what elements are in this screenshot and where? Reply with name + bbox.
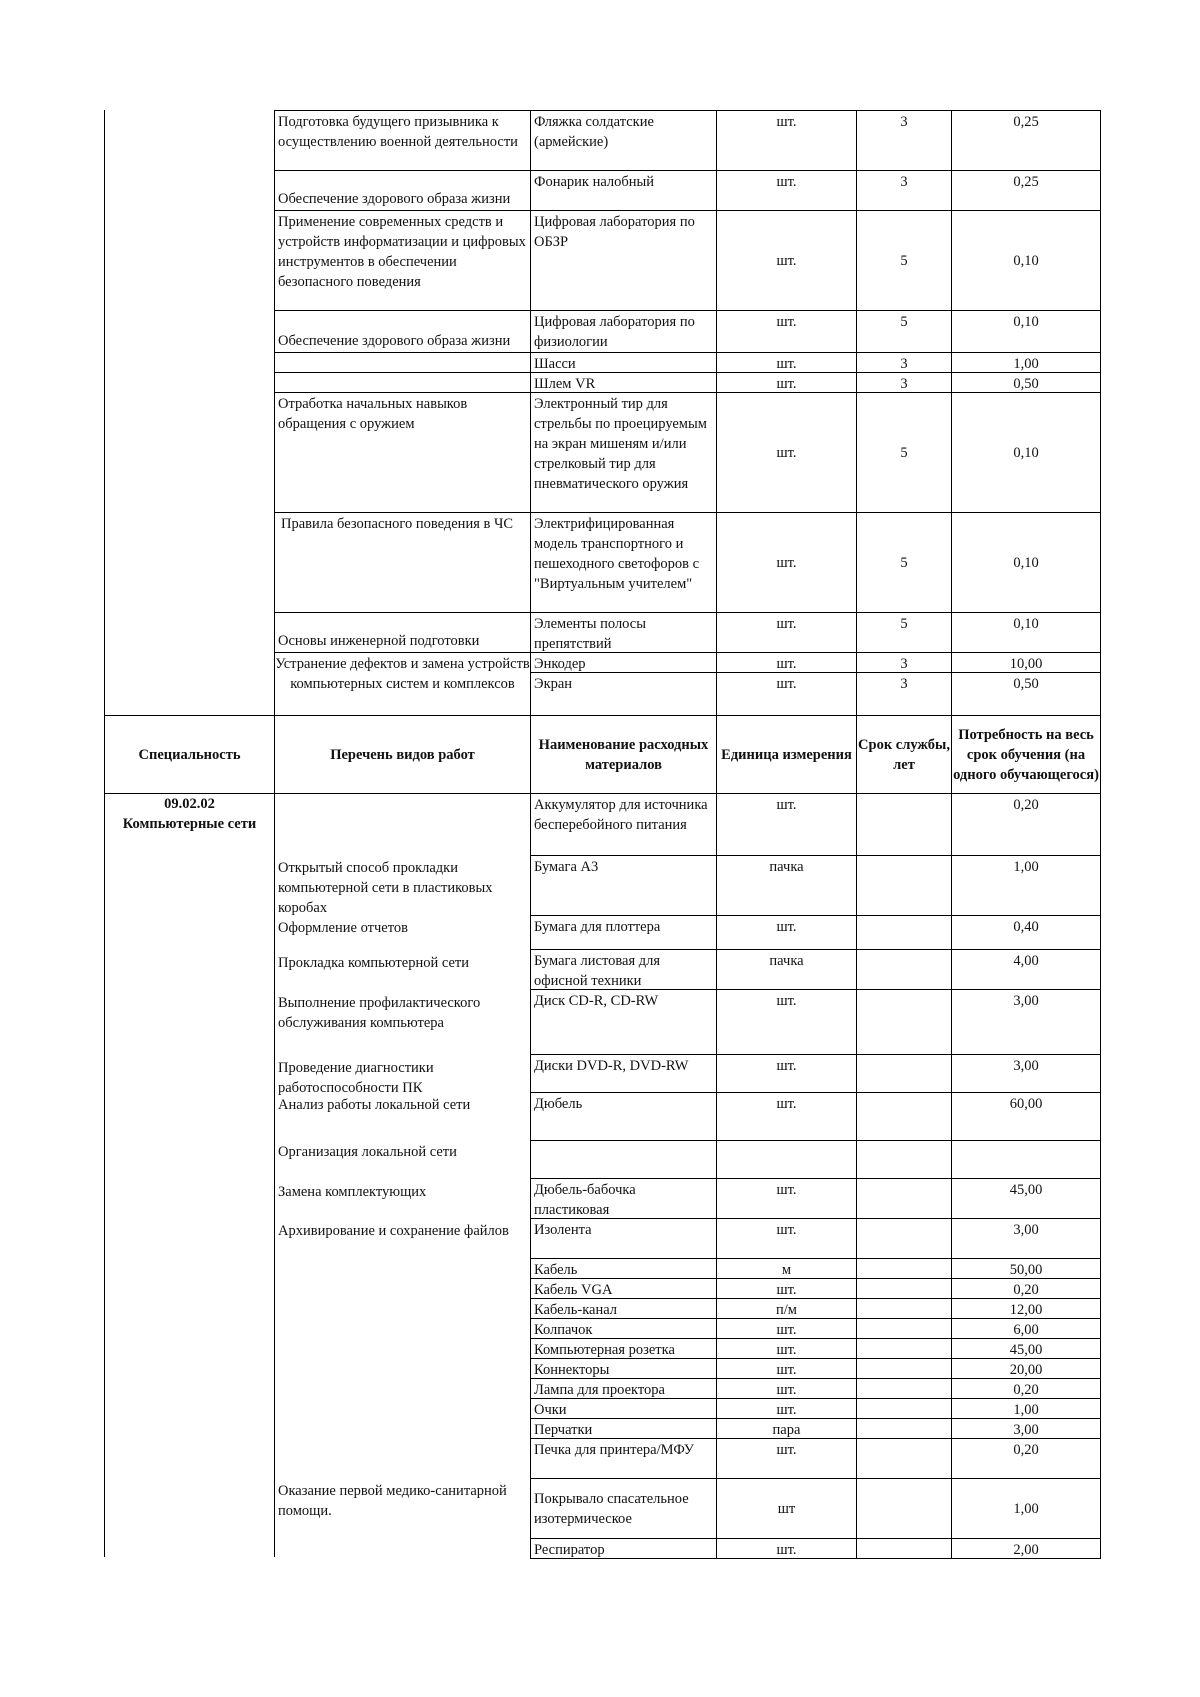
table-vertical-line xyxy=(274,715,275,793)
material-unit: пачка xyxy=(769,859,804,875)
material-unit: шт. xyxy=(776,1322,797,1338)
material-name: Дюбель-бабочка пластиковая xyxy=(534,1182,636,1218)
material-unit: шт. xyxy=(776,444,797,461)
work-type: Анализ работы локальной сети xyxy=(278,1097,471,1113)
material-unit: п/м xyxy=(776,1302,797,1318)
material-life: 5 xyxy=(900,444,908,461)
material-need: 0,20 xyxy=(1013,1282,1039,1298)
material-life: 5 xyxy=(900,314,908,330)
material-unit: шт. xyxy=(776,174,797,190)
header-works: Перечень видов работ xyxy=(330,746,475,763)
material-name: Лампа для проектора xyxy=(534,1382,665,1398)
material-need: 45,00 xyxy=(1009,1342,1043,1358)
work-type: Правила безопасного поведения в ЧС xyxy=(281,516,514,532)
material-unit: шт. xyxy=(776,356,797,372)
material-life: 3 xyxy=(900,356,908,372)
material-life: 5 xyxy=(900,616,908,632)
material-name: Перчатки xyxy=(534,1422,593,1438)
material-need: 6,00 xyxy=(1013,1322,1039,1338)
material-unit: шт. xyxy=(776,616,797,632)
material-need: 3,00 xyxy=(1013,993,1039,1009)
material-need: 60,00 xyxy=(1009,1096,1043,1112)
material-life: 3 xyxy=(900,114,908,130)
material-unit: пара xyxy=(772,1422,801,1438)
specialty-code: 09.02.02 xyxy=(164,796,215,812)
material-need: 20,00 xyxy=(1009,1362,1043,1378)
material-need: 0,10 xyxy=(1013,554,1039,571)
material-unit: шт. xyxy=(776,314,797,330)
work-type: Архивирование и сохранение файлов xyxy=(278,1223,509,1239)
material-unit: шт. xyxy=(776,1058,797,1074)
material-need: 0,40 xyxy=(1013,919,1039,935)
material-need: 10,00 xyxy=(1009,656,1043,672)
material-name: Бумага листовая для офисной техники xyxy=(534,953,661,989)
material-need: 50,00 xyxy=(1009,1262,1043,1278)
material-name: Кабель-канал xyxy=(534,1302,618,1318)
work-type: Устранение дефектов и замена устройств компьютерных систем и комплексов xyxy=(275,656,530,692)
material-name: Аккумулятор для источника бесперебойного питания xyxy=(534,797,708,833)
material-life: 3 xyxy=(900,676,908,692)
material-unit: шт. xyxy=(776,1282,797,1298)
work-type: Замена комплектующих xyxy=(278,1184,427,1200)
material-need: 0,20 xyxy=(1013,1442,1039,1458)
material-need: 0,25 xyxy=(1013,174,1039,190)
material-unit: шт. xyxy=(776,114,797,130)
work-type: Обеспечение здорового образа жизни xyxy=(278,333,511,349)
material-need: 1,00 xyxy=(1013,356,1039,372)
material-need: 45,00 xyxy=(1009,1182,1043,1198)
material-name: Респиратор xyxy=(534,1542,605,1558)
material-unit: шт. xyxy=(776,252,797,269)
work-type: Выполнение профилактического обслуживания компьютера xyxy=(278,995,481,1031)
material-need: 0,20 xyxy=(1013,1382,1039,1398)
table-horizontal-line xyxy=(274,372,531,373)
material-name: Кабель VGA xyxy=(534,1282,613,1298)
material-unit: шт. xyxy=(776,1096,797,1112)
material-name: Компьютерная розетка xyxy=(534,1342,675,1358)
material-unit xyxy=(717,1141,856,1178)
work-type: Оказание первой медико-санитарной помощи. xyxy=(278,1483,507,1519)
material-name: Шлем VR xyxy=(534,376,596,392)
material-life: 5 xyxy=(900,252,908,269)
table-vertical-line xyxy=(716,715,717,793)
material-name: Цифровая лаборатория по физиологии xyxy=(534,314,695,350)
header-material: Наименование расходных материалов xyxy=(538,736,709,773)
work-type: Отработка начальных навыков обращения с оружием xyxy=(278,396,468,432)
header-need: Потребность на весь срок обучения (на одного обучающегося) xyxy=(953,726,1099,783)
material-need: 0,10 xyxy=(1013,616,1039,632)
material-need: 0,10 xyxy=(1013,314,1039,330)
material-unit: шт. xyxy=(776,1382,797,1398)
material-unit: шт. xyxy=(776,1442,797,1458)
material-need: 3,00 xyxy=(1013,1422,1039,1438)
material-unit: шт. xyxy=(776,1222,797,1238)
material-name: Покрывало спасательное изотермическое xyxy=(534,1490,689,1527)
table-vertical-line xyxy=(530,715,531,793)
material-name: Печка для принтера/МФУ xyxy=(534,1442,694,1458)
material-name: Экран xyxy=(534,676,573,692)
work-type: Обеспечение здорового образа жизни xyxy=(278,191,511,207)
material-name: Электрифицированная модель транспортного и пешеходного светофоров с "Виртуальным учителем" xyxy=(534,516,700,592)
material-life: 3 xyxy=(900,376,908,392)
specialty-name: Компьютерные сети xyxy=(122,816,257,832)
material-need: 0,10 xyxy=(1013,252,1039,269)
material-unit: шт. xyxy=(776,797,797,813)
header-unit: Единица измерения xyxy=(721,746,852,763)
material-name: Фонарик налобный xyxy=(534,174,655,190)
material-name: Коннекторы xyxy=(534,1362,610,1378)
material-unit: шт xyxy=(777,1500,796,1517)
material-need: 0,25 xyxy=(1013,114,1039,130)
material-name: Очки xyxy=(534,1402,567,1418)
material-unit: шт. xyxy=(776,656,797,672)
table-vertical-line xyxy=(1100,110,1101,715)
work-type: Прокладка компьютерной сети xyxy=(278,955,469,971)
table-vertical-line xyxy=(951,715,952,793)
work-type: Подготовка будущего призывника к осуществлению военной деятельности xyxy=(278,114,518,150)
material-unit: шт. xyxy=(776,919,797,935)
material-need: 3,00 xyxy=(1013,1222,1039,1238)
table-horizontal-line xyxy=(530,1558,1101,1559)
material-unit: м xyxy=(781,1262,792,1278)
material-need: 0,50 xyxy=(1013,676,1039,692)
material-name: Фляжка солдатские (армейские) xyxy=(534,114,654,150)
material-need: 12,00 xyxy=(1009,1302,1043,1318)
work-type: Организация локальной сети xyxy=(278,1144,457,1160)
material-need: 1,00 xyxy=(1013,1500,1039,1517)
material-unit: шт. xyxy=(776,554,797,571)
table-vertical-line xyxy=(1100,793,1101,1558)
material-unit: шт. xyxy=(776,1182,797,1198)
material-name: Элементы полосы препятствий xyxy=(534,616,646,652)
material-name: Диск CD-R, CD-RW xyxy=(534,993,659,1009)
material-unit: шт. xyxy=(776,1402,797,1418)
material-name: Энкодер xyxy=(534,656,586,672)
work-type: Применение современных средств и устройств информатизации и цифровых инструментов в обеспечении безопасного поведения xyxy=(278,214,526,290)
material-name: Бумага для плоттера xyxy=(534,919,661,935)
material-life: 3 xyxy=(900,174,908,190)
material-unit: шт. xyxy=(776,676,797,692)
material-unit: шт. xyxy=(776,1362,797,1378)
material-need: 3,00 xyxy=(1013,1058,1039,1074)
material-name xyxy=(531,1141,716,1178)
table-vertical-line xyxy=(856,715,857,793)
material-name: Электронный тир для стрельбы по проецируемым на экран мишеням и/или стрелковый тир для пневматического оружия xyxy=(534,396,707,492)
material-life: 3 xyxy=(900,656,908,672)
material-need xyxy=(952,1141,1100,1178)
material-unit: шт. xyxy=(776,993,797,1009)
work-type: Оформление отчетов xyxy=(278,920,408,936)
table-vertical-line xyxy=(1100,715,1101,793)
material-unit: шт. xyxy=(776,376,797,392)
material-life: 5 xyxy=(900,554,908,571)
material-need: 2,00 xyxy=(1013,1542,1039,1558)
header-specialty: Специальность xyxy=(138,746,241,763)
material-unit: пачка xyxy=(769,953,804,969)
material-name: Кабель xyxy=(534,1262,578,1278)
material-need: 1,00 xyxy=(1013,1402,1039,1418)
work-type: Проведение диагностики работоспособности ПК xyxy=(278,1060,434,1096)
material-name: Цифровая лаборатория по ОБЗР xyxy=(534,214,695,250)
material-name: Бумага А3 xyxy=(534,859,599,875)
material-need: 1,00 xyxy=(1013,859,1039,875)
material-need: 0,50 xyxy=(1013,376,1039,392)
work-type: Основы инженерной подготовки xyxy=(278,633,480,649)
material-name: Колпачок xyxy=(534,1322,593,1338)
material-need: 0,10 xyxy=(1013,444,1039,461)
material-name: Шасси xyxy=(534,356,576,372)
table-horizontal-line xyxy=(274,352,531,353)
header-life: Срок службы, лет xyxy=(858,736,950,773)
material-name: Дюбель xyxy=(534,1096,583,1112)
material-need: 0,20 xyxy=(1013,797,1039,813)
material-need: 4,00 xyxy=(1013,953,1039,969)
material-name: Изолента xyxy=(534,1222,592,1238)
table-vertical-line xyxy=(856,793,857,1558)
material-unit: шт. xyxy=(776,1542,797,1558)
material-unit: шт. xyxy=(776,1342,797,1358)
material-name: Диски DVD-R, DVD-RW xyxy=(534,1058,689,1074)
work-type: Открытый способ прокладки компьютерной сети в пластиковых коробах xyxy=(278,860,493,916)
